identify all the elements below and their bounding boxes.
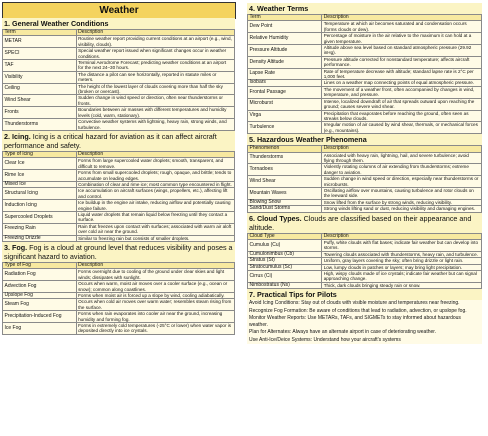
column-header: Term	[3, 30, 77, 36]
section-heading: 7. Practical Tips for Pilots	[247, 289, 482, 300]
table-row	[3, 158, 235, 170]
term-cell: METAR	[3, 36, 77, 48]
term-cell: Dew Point	[248, 21, 322, 33]
description-cell: Lines on a weather map connecting points of equal atmospheric pressure.	[322, 80, 482, 86]
description-cell: Oscillating airflow over mountains, causing turbulence and rotor clouds on the leeward side.	[322, 187, 482, 199]
table-row	[3, 299, 235, 311]
icing-section	[2, 131, 235, 242]
pilot-tips-section	[247, 289, 482, 344]
general-conditions-section	[2, 18, 235, 131]
cloud-types-section	[247, 213, 482, 290]
description-cell: Forms from small supercooled droplets; rough, opaque, and brittle; tends to accumulate on leading edges.	[76, 170, 234, 182]
column-header: Type of Fog	[3, 263, 77, 269]
table-row	[248, 110, 482, 122]
table-row	[248, 176, 482, 188]
table-row	[3, 281, 235, 293]
table-row	[248, 86, 482, 98]
description-cell: Routine weather report providing current conditions at an airport (e.g., wind, visibility, clouds).	[76, 36, 234, 48]
column-header: Description	[76, 263, 234, 269]
column-header: Description	[322, 233, 482, 239]
column-header: Type of Icing	[3, 151, 77, 157]
description-cell: The height of the lowest layer of clouds covering more than half the sky (broken or overcast).	[76, 83, 234, 95]
table-row	[3, 223, 235, 235]
table-row	[3, 269, 235, 281]
section-heading: 1. General Weather Conditions	[2, 18, 235, 29]
table-row	[3, 83, 235, 95]
table-row	[3, 48, 235, 60]
description-cell: Combination of clear and rime ice; most common type encountered in flight.	[76, 181, 234, 187]
description-cell: Thick, dark clouds bringing steady rain or snow.	[322, 282, 482, 288]
term-cell: Lapse Rate	[248, 68, 322, 80]
section-intro: Icing is a critical hazard for aviation as it can affect aircraft performance and safety.	[4, 131, 217, 150]
description-cell: Special weather report issued when significant changes occur in weather conditions.	[76, 48, 234, 60]
description-cell: Forms overnight due to cooling of the ground under clear skies and light winds; dissipates with sunlight.	[76, 269, 234, 281]
description-cell: The movement of a weather front, often accompanied by changes in wind, temperature, and pressure.	[322, 86, 482, 98]
tip-item: Recognize Fog Formation: Be aware of conditions that lead to radiation, advection, or upslope fog.	[249, 307, 467, 314]
table-row	[3, 323, 235, 335]
section-intro: Fog is a cloud at ground level that reduces visibility and poses a significant hazard to aviation.	[4, 243, 233, 261]
column-header: Description	[76, 151, 234, 157]
section-heading	[247, 213, 482, 233]
section-heading: 5. Hazardous Weather Phenomena	[247, 134, 482, 145]
description-cell: Rate of temperature decrease with altitude; standard lapse rate is 2°C per 1,000 feet.	[322, 68, 482, 80]
description-cell: Convective weather systems with lightning, heavy rain, strong winds, and turbulence.	[76, 119, 234, 131]
table-row	[248, 45, 482, 57]
term-cell: Density Altitude	[248, 56, 322, 68]
term-cell: Frontal Passage	[248, 86, 322, 98]
left-column	[2, 18, 235, 335]
term-cell: Fronts	[3, 107, 77, 119]
section-heading-title: 6. Cloud Types.	[249, 213, 302, 223]
term-cell: Ice Fog	[3, 323, 77, 335]
term-cell: Stratus (St)	[248, 258, 322, 264]
table-row	[248, 68, 482, 80]
table-row	[248, 164, 482, 176]
icing-table	[2, 151, 235, 242]
description-cell: Uniform, gray layers covering the sky; often bring drizzle or light rain.	[322, 258, 482, 264]
term-cell: Steam Fog	[3, 299, 77, 311]
description-cell: Intense, localized downdraft of air that spreads outward upon reaching the ground; causes severe wind shear.	[322, 98, 482, 110]
description-cell: Irregular motion of air caused by wind shear, thermals, or mechanical forces (e.g., mountains).	[322, 122, 482, 134]
description-cell: Towering clouds associated with thunderstorms, heavy rain, and turbulence.	[322, 251, 482, 257]
term-cell: Blowing Snow	[248, 199, 322, 205]
term-cell: Pressure Altitude	[248, 45, 322, 57]
table-row	[248, 56, 482, 68]
tip-item: Avoid Icing Conditions: Stay out of clouds with visible moisture and temperatures near freezing.	[249, 300, 460, 307]
description-cell: Boundaries between air masses with different temperatures and humidity levels (cold, warm, stationary).	[76, 107, 234, 119]
fog-section	[2, 242, 235, 335]
table-row	[3, 107, 235, 119]
term-cell: Thunderstorms	[3, 119, 77, 131]
term-cell: Freezing Rain	[3, 223, 77, 235]
term-cell: Tornadoes	[248, 164, 322, 176]
term-cell: Rime Ice	[3, 170, 77, 182]
term-cell: Mountain Waves	[248, 187, 322, 199]
description-cell: Terminal Aerodrome Forecast; predicting weather conditions at an airport for the next 24–30 hours.	[76, 60, 234, 72]
right-column	[247, 3, 482, 344]
description-cell: Similar to freezing rain but consists of smaller droplets.	[76, 235, 234, 241]
table-row	[248, 33, 482, 45]
description-cell: Liquid water droplets that remain liquid below freezing until they contact a surface.	[76, 211, 234, 223]
term-cell: Radiation Fog	[3, 269, 77, 281]
term-cell: Relative Humidity	[248, 33, 322, 45]
description-cell: Rain that freezes upon contact with surfaces; associated with warm air aloft over cold air near the ground.	[76, 223, 234, 235]
description-cell: Low, lumpy clouds in patches or layers; may bring light precipitation.	[322, 264, 482, 270]
table-row	[248, 251, 482, 257]
table-row	[248, 187, 482, 199]
term-cell: Advection Fog	[3, 281, 77, 293]
table-row	[248, 271, 482, 283]
description-cell: Sudden change in wind speed or direction, often near thunderstorms or fronts.	[76, 95, 234, 107]
term-cell: Microburst	[248, 98, 322, 110]
description-cell: Occurs when cold air moves over warm water; resembles steam rising from the surface.	[76, 299, 234, 311]
description-cell: Occurs when warm, moist air moves over a cooler surface (e.g., ocean or snow); common along coastlines.	[76, 281, 234, 293]
description-cell: Forms in extremely cold temperatures (-25°C or lower) when water vapor is deposited directly into ice crystals.	[76, 323, 234, 335]
description-cell: Violently rotating columns of air extending from thunderstorms; extreme danger to aviation.	[322, 164, 482, 176]
term-cell: TAF	[3, 60, 77, 72]
term-cell: Structural Icing	[3, 188, 77, 200]
general-conditions-table	[2, 29, 235, 131]
table-row	[3, 170, 235, 182]
description-cell: Forms when rain evaporates into cooler air near the ground, increasing humidity and forming fog.	[76, 311, 234, 323]
hazards-section	[247, 134, 482, 212]
table-row	[248, 206, 482, 212]
term-cell: Ceiling	[3, 83, 77, 95]
term-cell: Wind Shear	[248, 176, 322, 188]
table-row	[248, 264, 482, 270]
table-row	[3, 36, 235, 48]
description-cell: Ice accumulation on aircraft surfaces (wings, propellers, etc.), affecting lift and control.	[76, 188, 234, 200]
section-heading: 4. Weather Terms	[247, 3, 482, 14]
term-cell: Turbulence	[248, 122, 322, 134]
weather-terms-section	[247, 3, 482, 134]
description-cell: Strong winds lifting sand or dust, reducing visibility and damaging engines.	[322, 206, 482, 212]
tip-item: Use Anti-Ice/Deice Systems: Understand how your aircraft's systems	[249, 336, 401, 343]
term-cell: Isobars	[248, 80, 322, 86]
table-row	[3, 71, 235, 83]
section-heading-title: 2. Icing.	[4, 131, 31, 141]
description-cell: Associated with heavy rain, lightning, hail, and severe turbulence; avoid flying through them.	[322, 152, 482, 164]
column-header: Term	[248, 15, 322, 21]
column-header: Phenomenon	[248, 146, 322, 152]
term-cell: Virga	[248, 110, 322, 122]
table-row	[248, 240, 482, 252]
description-cell: Percentage of moisture in the air relative to the maximum it can hold at a given temperature.	[322, 33, 482, 45]
term-cell: Visibility	[3, 71, 77, 83]
description-cell: Temperature at which air becomes saturated and condensation occurs (forms clouds or dew).	[322, 21, 482, 33]
weather-terms-table	[247, 14, 482, 134]
table-row	[248, 122, 482, 134]
table-row	[3, 311, 235, 323]
term-cell: Cumulus (Cu)	[248, 240, 322, 252]
term-cell: SPECI	[3, 48, 77, 60]
section-heading	[2, 242, 235, 262]
term-cell: Freezing Drizzle	[3, 235, 77, 241]
term-cell: Clear Ice	[3, 158, 77, 170]
term-cell: Sand/Dust Storms	[248, 206, 322, 212]
section-heading	[2, 131, 235, 151]
tip-item: Monitor Weather Reports: Use METARs, TAFs, and SIGMETs to stay informed about hazardous weather.	[249, 314, 461, 329]
term-cell: Stratocumulus (Sc)	[248, 264, 322, 270]
description-cell: Precipitation that evaporates before reaching the ground, often seen as streaks below clouds.	[322, 110, 482, 122]
term-cell: Upslope Fog	[3, 293, 77, 299]
table-row	[248, 282, 482, 288]
cloud-types-table	[247, 233, 482, 290]
table-row	[3, 95, 235, 107]
description-cell: Ice buildup in the engine air intake, reducing airflow and potentially causing engine failure.	[76, 200, 234, 212]
section-intro: Clouds are classified based on their appearance and altitude.	[249, 213, 472, 232]
hazards-table	[247, 145, 482, 212]
description-cell: Snow lifted from the surface by strong winds, reducing visibility.	[322, 199, 482, 205]
term-cell: Cirrus (Ci)	[248, 271, 322, 283]
description-cell: Sudden change in wind speed or direction, especially near thunderstorms or microbursts.	[322, 176, 482, 188]
column-header: Description	[322, 146, 482, 152]
table-row	[248, 98, 482, 110]
column-header: Cloud Type	[248, 233, 322, 239]
table-row	[248, 152, 482, 164]
table-row	[3, 200, 235, 212]
description-cell: Puffy, white clouds with flat bases; indicate fair weather but can develop into storms.	[322, 240, 482, 252]
table-row	[248, 21, 482, 33]
section-heading-title: 3. Fog.	[4, 243, 28, 252]
tips-list	[247, 300, 482, 344]
column-header: Description	[322, 15, 482, 21]
column-header: Description	[76, 30, 234, 36]
description-cell: Altitude above sea level based on standard atmospheric pressure (29.92 inHg).	[322, 45, 482, 57]
table-row	[3, 188, 235, 200]
description-cell: High, wispy clouds made of ice crystals; indicate fair weather but can signal approaching change.	[322, 271, 482, 283]
tip-item: Plan for Alternates: Always have an alternate airport in case of deteriorating weather.	[249, 329, 437, 336]
term-cell: Nimbostratus (Ns)	[248, 282, 322, 288]
description-cell: Pressure altitude corrected for nonstandard temperature; affects aircraft performance.	[322, 56, 482, 68]
term-cell: Wind Shear	[3, 95, 77, 107]
description-cell: Forms from large supercooled water droplets; smooth, transparent, and difficult to remove.	[76, 158, 234, 170]
term-cell: Thunderstorms	[248, 152, 322, 164]
term-cell: Cumulonimbus (Cb)	[248, 251, 322, 257]
term-cell: Precipitation-Induced Fog	[3, 311, 77, 323]
table-row	[3, 119, 235, 131]
page-title: Weather	[2, 2, 236, 19]
table-row	[3, 60, 235, 72]
table-row	[3, 235, 235, 241]
table-row	[3, 211, 235, 223]
term-cell: Supercooled Droplets	[3, 211, 77, 223]
term-cell: Induction Icing	[3, 200, 77, 212]
description-cell: The distance a pilot can see horizontally, reported in statute miles or meters.	[76, 71, 234, 83]
term-cell: Mixed Ice	[3, 181, 77, 187]
fog-table	[2, 262, 235, 335]
description-cell: Forms when moist air is forced up a slope by wind, cooling adiabatically.	[76, 293, 234, 299]
